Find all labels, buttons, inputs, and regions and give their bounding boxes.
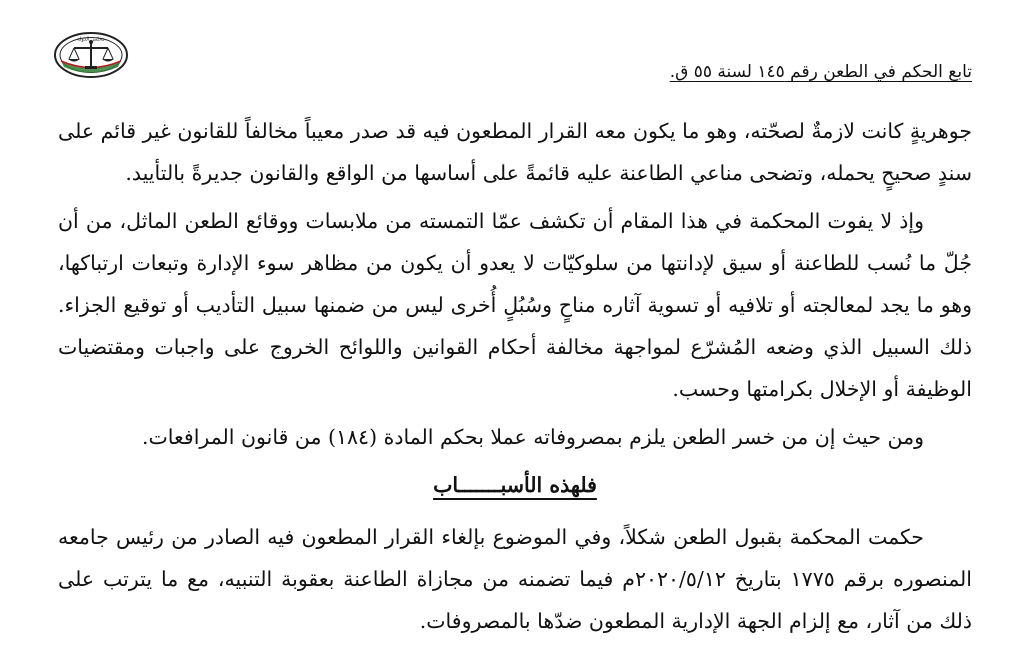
court-logo [52,30,130,80]
document-body [58,110,972,642]
case-header: تابع الحكم في الطعن رقم ١٤٥ لسنة ٥٥ ق. [669,62,972,82]
paragraph-ruling: حكمت المحكمة بقبول الطعن شكلاً، وفي الموضوع بإلغاء القرار المطعون فيه الصادر من رئيس جامعه المنصوره برقم ١٧٧٥ بتاريخ ٢٠٢٠/٥/١٢م فيما تضمنه من مجازاة الطاعنة بعقوبة التنبيه، مع ما يترتب على ذلك من آثار، مع إلزام الجهة الإدارية المطعون ضدّها بالمصروفات. [58,525,972,633]
section-heading-reasons: فلهذه الأسبـــــــاب [433,473,597,497]
logo-text: مجلس الدولة [77,36,105,43]
paragraph-continuation: جوهريةٍ كانت لازمةٌ لصحّته، وهو ما يكون معه القرار المطعون فيه قد صدر معيباً مخالفاً للقانون غير قائم على سندٍ صحيحٍ يحمله، وتضحى مناعي الطاعنة عليه قائمةً على أساسها من الواقع والقانون جديرةً بالتأييد. [58,119,972,185]
paragraph-costs: ومن حيث إن من خسر الطعن يلزم بمصروفاته عملا بحكم المادة (١٨٤) من قانون المرافعات. [141,425,924,449]
scales-of-justice-emblem-icon [52,30,130,80]
paragraph-court-observation: وإذ لا يفوت المحكمة في هذا المقام أن تكشف عمّا التمسته من ملابسات ووقائع الطعن الماثل، من أن جُلّ ما نُسب للطاعنة أو سيق لإدانتها من سلوكيّات لا يعدو أن يكون من مظاهر سوء الإدارة وتبعات ارتباكها، وهو ما يجد لمعالجته أو تلافيه أو تسوية آثاره مناحٍ وسُبُلٍ أُخرى ليس من ضمنها سبيل التأديب أو توقيع الجزاء. ذلك السبيل الذي وضعه المُشرّع لمواجهة مخالفة أحكام القوانين واللوائح الخروج على واجبات ومقتضيات الوظيفة أو الإخلال بكرامتها وحسب. [58,209,972,401]
